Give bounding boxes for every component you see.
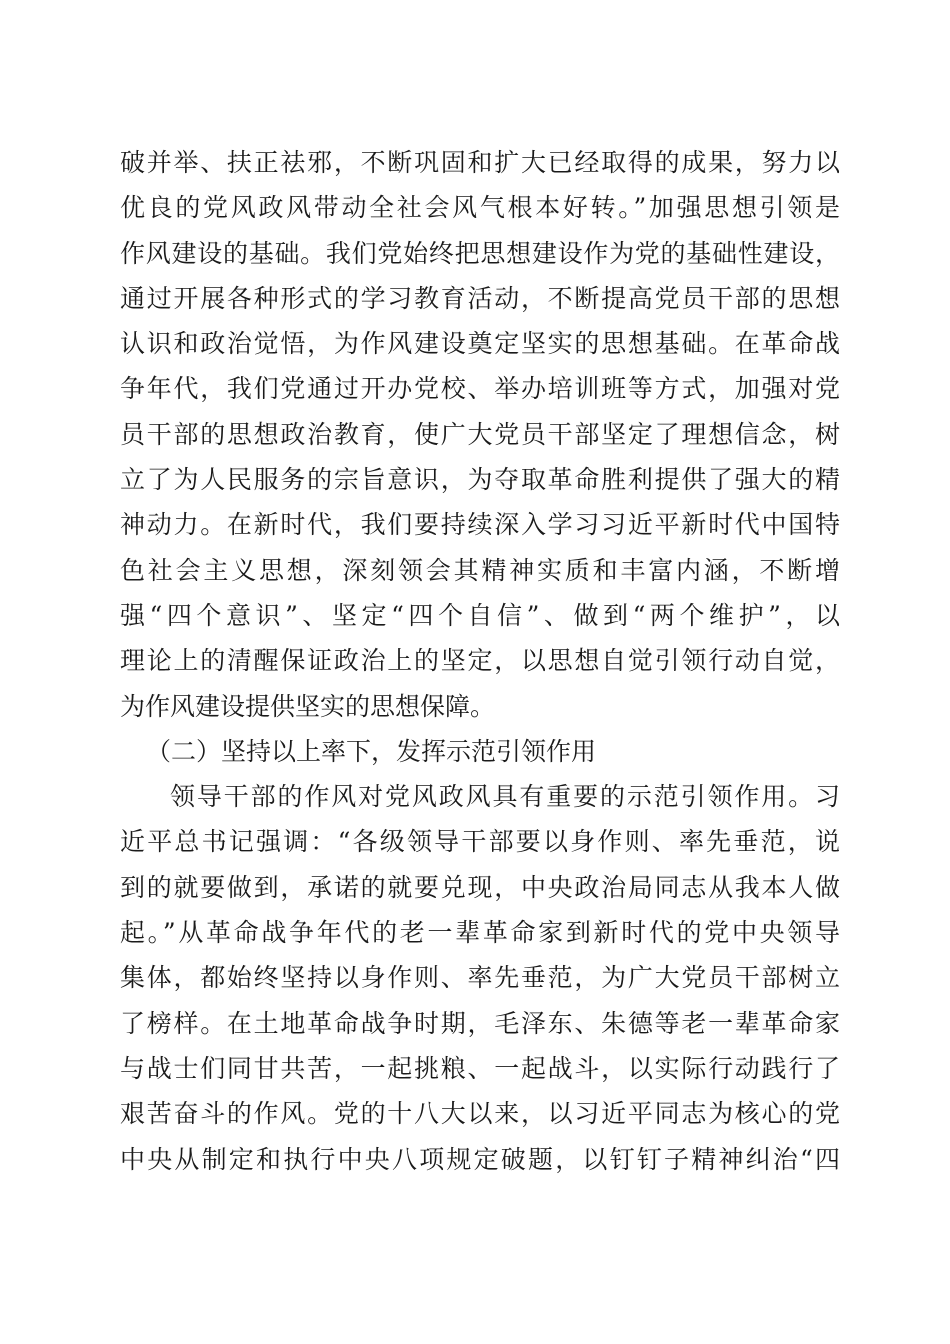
text-line: 强“四个意识”、坚定“四个自信”、做到“两个维护”，以 xyxy=(120,600,840,630)
text-line: 起。”从革命战争年代的老一辈革命家到新时代的党中央领导 xyxy=(120,918,840,948)
text-line: 近平总书记强调：“各级领导干部要以身作则、率先垂范，说 xyxy=(120,827,840,857)
paragraph-first-line: 领导干部的作风对党风政风具有重要的示范引领作用。习 xyxy=(170,782,840,812)
text-line: 立了为人民服务的宗旨意识，为夺取革命胜利提供了强大的精 xyxy=(120,465,840,495)
text-line: 作风建设的基础。我们党始终把思想建设作为党的基础性建设， xyxy=(120,238,840,268)
text-line: 通过开展各种形式的学习教育活动，不断提高党员干部的思想 xyxy=(120,283,840,313)
text-line: 认识和政治觉悟，为作风建设奠定坚实的思想基础。在革命战 xyxy=(120,329,840,359)
text-line: 色社会主义思想，深刻领会其精神实质和丰富内涵，不断增 xyxy=(120,555,840,585)
body-text xyxy=(120,140,840,1182)
text-line: 理论上的清醒保证政治上的坚定，以思想自觉引领行动自觉， xyxy=(120,646,840,676)
text-line: 集体，都始终坚持以身作则、率先垂范，为广大党员干部树立 xyxy=(120,963,840,993)
text-line: 艰苦奋斗的作风。党的十八大以来，以习近平同志为核心的党 xyxy=(120,1099,840,1129)
text-line: 神动力。在新时代，我们要持续深入学习习近平新时代中国特 xyxy=(120,510,840,540)
text-line: 为作风建设提供坚实的思想保障。 xyxy=(120,691,496,721)
text-line: 中央从制定和执行中央八项规定破题，以钉钉子精神纠治“四 xyxy=(120,1144,840,1174)
text-line: 优良的党风政风带动全社会风气根本好转。”加强思想引领是 xyxy=(120,193,840,223)
text-line: 与战士们同甘共苦，一起挑粮、一起战斗，以实际行动践行了 xyxy=(120,1053,840,1083)
text-line: 员干部的思想政治教育，使广大党员干部坚定了理想信念，树 xyxy=(120,419,840,449)
text-line: 了榜样。在土地革命战争时期，毛泽东、朱德等老一辈革命家 xyxy=(120,1008,840,1038)
section-heading: （二）坚持以上率下，发挥示范引领作用 xyxy=(146,736,597,766)
text-line: 破并举、扶正祛邪，不断巩固和扩大已经取得的成果，努力以 xyxy=(120,148,840,177)
text-line: 争年代，我们党通过开办党校、举办培训班等方式，加强对党 xyxy=(120,374,840,404)
text-line: 到的就要做到，承诺的就要兑现，中央政治局同志从我本人做 xyxy=(120,872,840,902)
